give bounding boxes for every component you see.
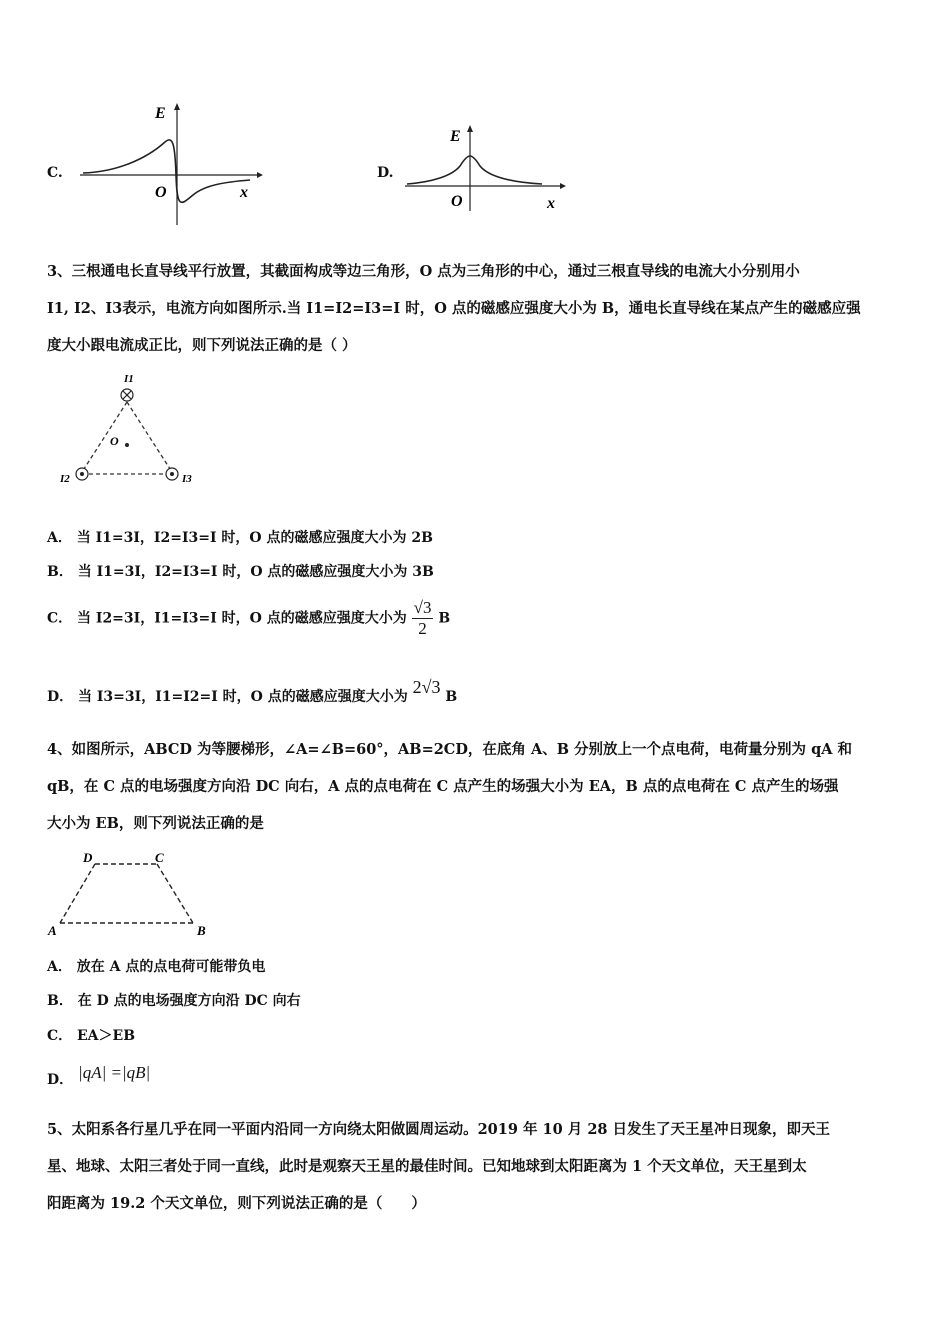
q2-option-d-label[interactable]: D. [377,165,394,181]
q3-option-c[interactable] [47,598,450,639]
q2-graph-d [402,118,567,213]
field-curve [407,156,542,184]
q4-option-d[interactable] [47,1063,151,1088]
q4-option-a[interactable]: A． 放在 A 点的点电荷可能带负电 [47,959,266,975]
a-label: A [48,923,57,938]
q3-option-d-text: D． 当 I3=3I，I1=I2=I 时，O 点的磁感应强度大小为 [47,689,408,705]
q5-stem-line-1: 5、太阳系各行星几乎在同一平面内沿同一方向绕太阳做圆周运动。2019 年 10 月 28 日发生了天王星冲日现象，即天王 [47,1121,831,1138]
q3-option-b[interactable]: B． 当 I1=3I，I2=I3=I 时，O 点的磁感应强度大小为 3B [47,564,434,580]
b-label: B [197,923,206,938]
e-label: E [450,128,461,145]
q3-stem-line-3: 度大小跟电流成正比，则下列说法正确的是（ ） [47,337,357,354]
q2-graph-c [75,100,265,230]
current-into-page-icon [121,389,133,401]
q5-stem-line-2: 星、地球、太阳三者处于同一直线，此时是观察天王星的最佳时间。已知地球到太阳距离为 1 个天文单位，天王星到太 [47,1158,807,1175]
current-out-of-page-icon [76,468,88,480]
i1-label: I1 [124,373,134,385]
x-label: x [547,195,555,212]
q4-option-d-expr: |qA| =|qB| [78,1063,151,1082]
q4-stem-line-2: qB，在 C 点的电场强度方向沿 DC 向右，A 点的点电荷在 C 点产生的场强大小为 EA，B 点的点电荷在 C 点产生的场强 [47,778,839,795]
o-label: O [155,184,167,201]
c-label: C [155,850,164,865]
q3-option-d-unit: B [445,689,458,705]
i3-label: I3 [182,473,192,485]
q4-option-d-label: D． [47,1072,74,1088]
o-label: O [110,434,119,448]
e-arrow-icon [174,103,180,110]
q3-triangle-figure [60,370,210,495]
x-label: x [240,184,248,201]
center-point [125,443,129,447]
q3-option-d-value: 2√3 [412,677,441,697]
q3-option-d[interactable] [47,677,458,707]
q4-option-b[interactable]: B． 在 D 点的电场强度方向沿 DC 向右 [47,993,301,1009]
q3-option-c-fraction: $\frac{√3}{2}$ [413,598,432,638]
d-label: D [83,850,93,865]
current-out-of-page-icon [166,468,178,480]
q3-option-a[interactable]: A． 当 I1=3I，I2=I3=I 时，O 点的磁感应强度大小为 2B [47,530,433,546]
e-arrow-icon [467,125,473,132]
q5-stem-line-3: 阳距离为 19.2 个天文单位，则下列说法正确的是（ ） [47,1195,426,1212]
q4-trapezoid-figure [45,848,215,940]
q3-option-c-text: C． 当 I2=3I，I1=I3=I 时，O 点的磁感应强度大小为 [47,610,407,627]
o-label: O [451,193,463,210]
q3-stem-line-2: I1, I2、I3表示，电流方向如图所示.当 I1=I2=I3=I 时，O 点的磁感应强度大小为 B，通电长直导线在某点产生的磁感应强 [47,300,861,317]
q4-stem-line-3: 大小为 EB，则下列说法正确的是 [47,815,264,832]
q4-option-c[interactable]: C． EA＞EB [47,1028,136,1044]
q4-stem-line-1: 4、如图所示，ABCD 为等腰梯形，∠A=∠B=60°，AB=2CD，在底角 A、B 分别放上一个点电荷，电荷量分别为 qA 和 [47,741,853,758]
i2-label: I2 [60,473,70,485]
q2-option-c-label[interactable]: C. [47,165,63,181]
x-arrow-icon [560,183,566,189]
e-label: E [155,105,166,122]
q3-stem-line-1: 3、三根通电长直导线平行放置，其截面构成等边三角形，O 点为三角形的中心，通过三根直导线的电流大小分别用小 [47,263,800,280]
q3-option-c-unit: B [438,610,451,627]
x-arrow-icon [257,172,263,178]
